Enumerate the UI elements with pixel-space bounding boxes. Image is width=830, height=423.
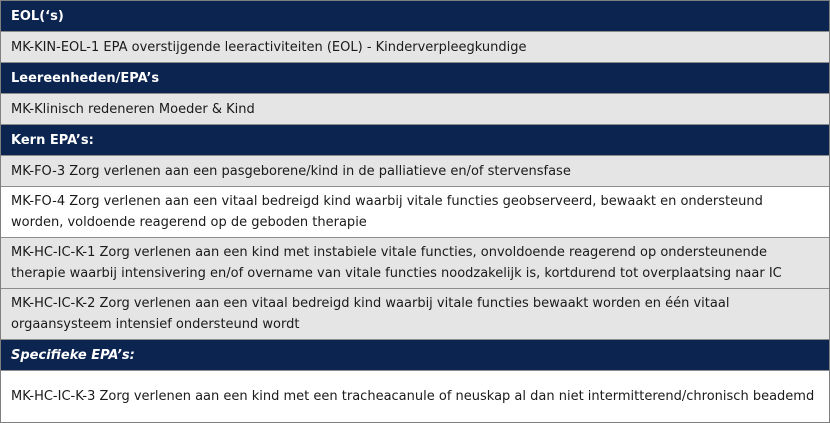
section-header-kern-text: Kern EPA’s:	[11, 132, 94, 148]
table-row	[1, 371, 829, 422]
table-row	[1, 187, 829, 238]
table-row	[1, 156, 829, 187]
row-text: MK-KIN-EOL-1 EPA overstijgende leeractiviteiten (EOL) - Kinderverpleegkundige	[11, 39, 527, 55]
table-row	[1, 94, 829, 125]
row-text: MK-HC-IC-K-1 Zorg verlenen aan een kind met instabiele vitale functies, onvoldoende reagerend op ondersteunende therapie waarbij intensivering en/of overname van vitale functies noodzakelijk is, kortdurend tot overplaatsing naar IC	[11, 245, 782, 281]
section-header-leereenheden	[1, 63, 829, 94]
section-header-kern	[1, 125, 829, 156]
row-text: MK-HC-IC-K-3 Zorg verlenen aan een kind met een tracheacanule of neuskap al dan niet intermitterend/chronisch beademd	[11, 389, 815, 404]
section-header-eol-text: EOL(‘s)	[11, 8, 64, 24]
table-row	[1, 289, 829, 340]
row-text: MK-FO-3 Zorg verlenen aan een pasgeborene/kind in de palliatieve en/of stervensfase	[11, 163, 571, 179]
table-row	[1, 238, 829, 289]
section-header-eol	[1, 1, 829, 32]
row-text: MK-FO-4 Zorg verlenen aan een vitaal bedreigd kind waarbij vitale functies geobserveerd, bewaakt en ondersteund worden, voldoende reagerend op de geboden therapie	[11, 194, 763, 230]
table-row	[1, 32, 829, 63]
section-header-specifieke-text: Specifieke EPA’s:	[11, 347, 135, 363]
row-text: MK-HC-IC-K-2 Zorg verlenen aan een vitaal bedreigd kind waarbij vitale functies bewaakt worden en één vitaal orgaansysteem intensief ondersteund wordt	[11, 296, 730, 332]
section-header-leereenheden-text: Leereenheden/EPA’s	[11, 70, 160, 86]
section-header-specifieke	[1, 340, 829, 371]
row-text: MK-Klinisch redeneren Moeder & Kind	[11, 101, 255, 117]
